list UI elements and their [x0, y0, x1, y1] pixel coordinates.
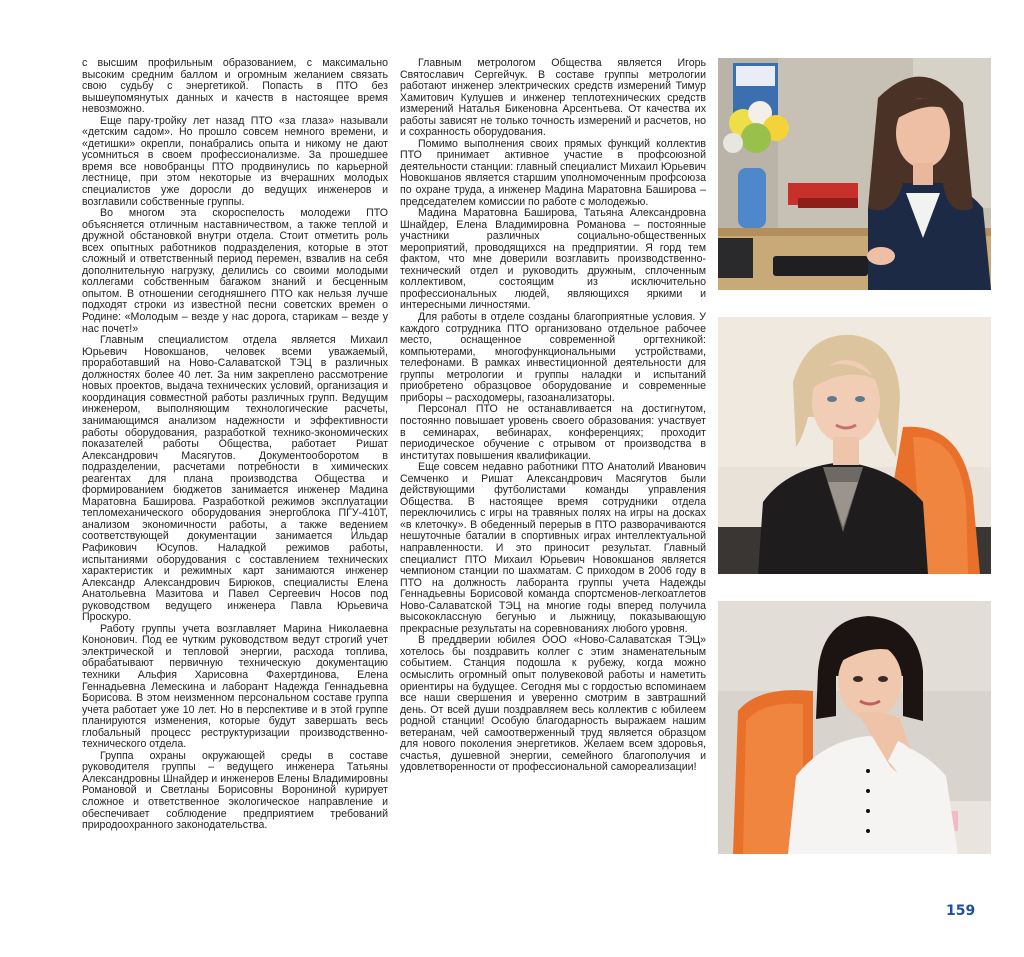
text-column-left: [82, 58, 388, 832]
paragraph: Для работы в отделе созданы благоприятные условия. У каждого сотрудника ПТО организовано отдельное рабочее место, оснащенное современной оргтехникой: компьютерами, многофункциональными устройствами, телефонами. В рамках инвестиционной деятельности для группы метрологии и группы наладки и испытаний приобретено образцовое оборудование и современные приборы – расходомеры, газоанализаторы.: [400, 311, 706, 404]
paragraph: Работу группы учета возглавляет Марина Николаевна Кононович. Под ее чутким руководством ведут строгий учет электрической и тепловой энергии, расхода топлива, обрабатывают первичную техническую документацию техники Альфия Харисовна Фахертдинова, Елена Геннадьевна Лемескина и лаборант Надежда Геннадьевна Борисова. В этом неизменном персональном составе группа учета работает уже 10 лет. Но в перспективе и в этой группе планируются изменения, которые будут завершать весь глобальный процесс реструктуризации производственно-технического отдела.: [82, 622, 388, 751]
photo-employee-at-desk: [718, 58, 991, 290]
paragraph: Еще совсем недавно работники ПТО Анатолий Иванович Семченко и Ришат Александрович Масягутов были действующими футболистами команды управления Общества. В настоящее время сотрудники отдела переключились с игры на травяных полях на игры на досках «в клеточку». В обеденный перерыв в ПТО разворачиваются нешуточные баталии в спортивных играх интеллектуальной направленности. И это приносит результат. Главный специалист ПТО Михаил Юрьевич Новокшанов является чемпионом станции по шахматам. С приходом в 2006 году в ПТО на должность лаборанта группы учета Надежды Геннадьевны Борисовой команда спортсменов-легкоатлетов Ново-Салаватской ТЭЦ на многие годы вперед получила высококлассную бегунью и лыжницу, показывающую прекрасные результаты на соревнованиях любого уровня.: [400, 461, 706, 635]
paragraph: В преддверии юбилея ООО «Ново-Салаватская ТЭЦ» хотелось бы поздравить коллег с этим знаменательным событием. Станция подошла к рубежу, когда можно осмыслить огромный опыт полувековой работы и наметить ориентиры на будущее. Сегодня мы с гордостью вспоминаем все наши свершения и уверенно смотрим в завтрашний день. От всей души поздравляем весь коллектив с юбилеем родной станции! Особую благодарность выражаем нашим ветеранам, чей самоотверженный труд является образцом для нового поколения энергетиков. Желаем всем здоровья, счастья, душевной энергии, семейного благополучия и удовлетворенности от профессиональной самореализации!: [400, 634, 706, 774]
photo-employee-blonde: [718, 317, 991, 574]
paragraph: Во многом эта скороспелость молодежи ПТО объясняется отличным наставничеством, а также теплой и дружной обстановкой внутри отдела. Стоит отметить роль всех опытных работников подразделения, которые в этот сложный и ответственный период перемен, взвалив на себя дополнительную нагрузку, делились со своими молодыми коллегами собственным багажом знаний и бесценным опытом. В отношении сегодняшнего ПТО как нельзя лучше подходят строки из известной песни советских времен о Родине: «Молодым – везде у нас дорога, старикам – везде у нас почет!»: [82, 207, 388, 335]
paragraph: Персонал ПТО не останавливается на достигнутом, постоянно повышает уровень своего образования: участвует в семинарах, вебинарах, конференциях; проходит периодическое обучение с отрывом от производства в институтах повышения квалификации.: [400, 403, 706, 462]
paragraph: с высшим профильным образованием, с максимально высоким средним баллом и огромным желанием связать свою судьбу с энергетикой. Попасть в ПТО без вышеупомянутых данных и качеств в настоящее время невозможно.: [82, 57, 388, 116]
paragraph: Еще пару-тройку лет назад ПТО «за глаза» называли «детским садом». Но прошло совсем немного времени, и «детишки» окрепли, понабрались опыта и никому не дают усомниться в своем профессионализме. За прошедшее время все новобранцы ПТО продвинулись по карьерной лестнице, при этом некоторые из вчерашних молодых специалистов уже доросли до ведущих инженеров и возглавили собственные группы.: [82, 114, 388, 208]
paragraph: Главным специалистом отдела является Михаил Юрьевич Новокшанов, человек всеми уважаемый, проработавший на Ново-Салаватской ТЭЦ в различных должностях более 40 лет. За ним закреплено рассмотрение новых проектов, выдача технических условий, организация и координация совместной работы различных групп. Ведущим инженером, выполняющим технологические расчеты, занимающимся анализом надежности и эффективности работы оборудования, разработкой технико-экономических показателей работы Общества, работает Ришат Александрович Масягутов. Документооборотом в подразделении, расчетами потребности в химических реагентах для плана производства Общества и формированием бюджетов занимается инженер Мадина Маратовна Баширова. Разработкой режимов эксплуатации тепломеханического оборудования энергоблока ПГУ-410Т, анализом экономичности работы, а также ведением соответствующей документации занимается Ильдар Рафикович Юсупов. Наладкой режимов работы, испытаниями оборудования с составлением технических характеристик и режимных карт занимаются инженер Александр Александрович Бирюков, специалисты Елена Анатольевна Мазитова и Павел Сергеевич Носов под руководством ведущего инженера Павла Юрьевича Проскуро.: [82, 334, 388, 624]
photo-employee-brunette: [718, 601, 991, 854]
paragraph: Группа охраны окружающей среды в составе руководителя группы – ведущего инженера Татьяны Александровны Шнайдер и инженеров Елены Владимировны Романовой и Светланы Борисовны Ворониной курирует сложное и ответственное экологическое направление и обеспечивает соблюдение предприятием требований природоохранного законодательства.: [82, 749, 388, 832]
text-column-right: [400, 58, 706, 774]
paragraph: Мадина Маратовна Баширова, Татьяна Александровна Шнайдер, Елена Владимировна Романова – постоянные участники различных социально-общественных мероприятий, проводящихся на предприятии. Я горд тем фактом, что мне доверили возглавить производственно-технический отдел и руководить дружным, сплоченным коллективом, состоящим из исключительно профессиональных людей, являющихся яркими и интересными личностями.: [400, 207, 706, 312]
page-number: 159: [946, 903, 976, 919]
paragraph: Помимо выполнения своих прямых функций коллектив ПТО принимает активное участие в профсоюзной деятельности станции: главный специалист Михаил Юрьевич Новокшанов является старшим уполномоченным профсоюза по охране труда, а инженер Мадина Маратовна Баширова – председателем комиссии по работе с молодежью.: [400, 137, 706, 208]
paragraph: Главным метрологом Общества является Игорь Святославич Сергейчук. В составе группы метрологии работают инженер электрических средств измерений Тимур Хамитович Кулушев и инженер теплотехнических средств измерений Наталья Бикеновна Арсентьева. От качества их работы зависят не только точность измерений и расчетов, но и сохранность оборудования.: [400, 57, 706, 139]
